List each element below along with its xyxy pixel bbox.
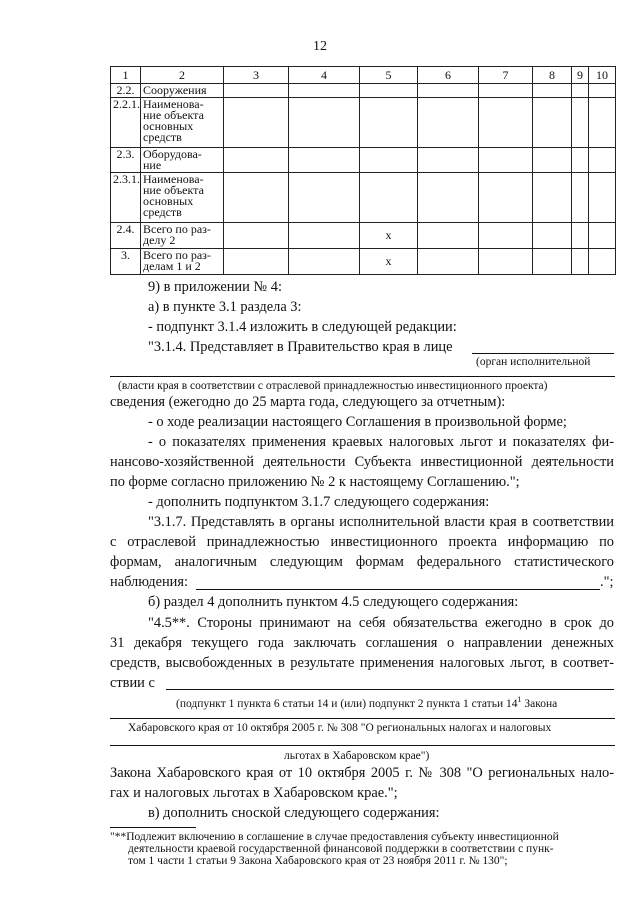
footnote-line: том 1 части 1 статьи 9 Закона Хабаровского края от 23 ноября 2011 г. № 130"; <box>128 855 508 867</box>
blank-line <box>166 689 614 690</box>
table-header-cell: 5 <box>360 67 418 84</box>
row-col5 <box>360 98 418 148</box>
row-name <box>141 84 224 98</box>
row-name-line: Оборудова- <box>143 147 202 161</box>
row-number: 3. <box>111 249 141 275</box>
row-number: 2.4. <box>111 223 141 249</box>
blank-line <box>110 745 615 746</box>
row-name-line: средств <box>143 130 182 144</box>
paragraph: по форме согласно приложению № 2 к настоящему Соглашению."; <box>110 474 520 490</box>
paragraph: "3.1.4. Представляет в Правительство края в лице <box>148 339 453 355</box>
table-row <box>111 173 616 223</box>
table-header-cell: 9 <box>572 67 589 84</box>
row-name-line: средств <box>143 205 182 219</box>
row-number: 2.3. <box>111 148 141 173</box>
paragraph: Закона Хабаровского края от 10 октября 2005 г. № 308 "О региональных нало- <box>110 765 614 781</box>
page-number: 12 <box>313 39 327 54</box>
table-row <box>111 223 616 249</box>
row-name-line: делам 1 и 2 <box>143 259 201 273</box>
paragraph: гах и налоговых льготах в Хабаровском крае."; <box>110 785 398 801</box>
row-name <box>141 173 224 223</box>
field-hint: Хабаровского края от 10 октября 2005 г. № 308 "О региональных налогах и налоговых <box>128 722 552 734</box>
table-header-cell: 7 <box>479 67 533 84</box>
table-header-cell: 4 <box>289 67 360 84</box>
paragraph: формам, аналогичным следующим формам федерального статистического <box>110 554 614 570</box>
paragraph: - подпункт 3.1.4 изложить в следующей редакции: <box>148 319 457 335</box>
paragraph: а) в пункте 3.1 раздела 3: <box>148 299 302 315</box>
paragraph: - о ходе реализации настоящего Соглашения в произвольной форме; <box>148 414 567 430</box>
row-name-line: делу 2 <box>143 233 176 247</box>
row-col5 <box>360 148 418 173</box>
paragraph: в) дополнить сноской следующего содержания: <box>148 805 440 821</box>
row-name-line: ние объекта <box>143 108 204 122</box>
footnote-separator <box>110 827 196 828</box>
field-hint: (подпункт 1 пункта 6 статьи 14 и (или) подпункт 2 пункта 1 статьи $14^1$ Закона <box>176 695 558 710</box>
table-header-cell: 3 <box>224 67 289 84</box>
row-col5 <box>360 173 418 223</box>
blank-line <box>472 353 614 354</box>
blank-line <box>196 589 600 590</box>
paragraph: 9) в приложении № 4: <box>148 279 282 295</box>
footnote-line: деятельности краевой государственной финансовой поддержки в соответствии с пунк- <box>128 843 554 855</box>
row-col5: x <box>360 223 418 249</box>
footnote-line: "**Подлежит включению в соглашение в случае предоставления субъекту инвестиционной <box>110 831 559 843</box>
paragraph: ствии с <box>110 675 155 691</box>
blank-line <box>110 376 615 377</box>
paragraph: "4.5**. Стороны принимают на себя обязательства ежегодно в срок до <box>148 615 614 631</box>
paragraph: 31 декабря текущего года заключать соглашения о направлении денежных <box>110 635 614 651</box>
table-header-cell: 1 <box>111 67 141 84</box>
row-number: 2.2. <box>111 84 141 98</box>
paragraph: нансово-хозяйственной деятельности Субъекта инвестиционной деятельности <box>110 454 614 470</box>
data-table <box>110 66 616 275</box>
row-name-line: Наименова- <box>143 172 204 186</box>
row-number: 2.2.1. <box>111 98 141 148</box>
paragraph: б) раздел 4 дополнить пунктом 4.5 следующего содержания: <box>148 594 519 610</box>
table-row <box>111 84 616 98</box>
row-name <box>141 98 224 148</box>
paragraph: "3.1.7. Представлять в органы исполнительной власти края в соответствии <box>148 514 614 530</box>
row-name-line: Всего по раз- <box>143 222 211 236</box>
table-row <box>111 249 616 275</box>
paragraph: - дополнить подпунктом 3.1.7 следующего содержания: <box>148 494 490 510</box>
paragraph: с отраслевой принадлежностью инвестиционного проекта информацию по <box>110 534 614 550</box>
row-name-line: Наименова- <box>143 97 204 111</box>
row-name-line: Всего по раз- <box>143 248 211 262</box>
table-header-cell: 8 <box>533 67 572 84</box>
row-name <box>141 249 224 275</box>
row-name-line: Сооружения <box>143 83 207 97</box>
paragraph: наблюдения: <box>110 574 188 590</box>
paragraph: средств, высвобожденных в результате применения налоговых льгот, в соответ- <box>110 655 614 671</box>
row-name <box>141 148 224 173</box>
row-col5 <box>360 84 418 98</box>
row-name-line: основных <box>143 119 194 133</box>
table-header-cell: 10 <box>589 67 616 84</box>
paragraph: ."; <box>600 574 614 590</box>
field-hint: льготах в Хабаровском крае") <box>284 750 430 762</box>
table-header-row <box>111 67 616 84</box>
paragraph: - о показателях применения краевых налоговых льгот и показателях фи- <box>148 434 614 450</box>
table-header-cell: 6 <box>418 67 479 84</box>
row-name <box>141 223 224 249</box>
paragraph: сведения (ежегодно до 25 марта года, следующего за отчетным): <box>110 394 506 410</box>
row-name-line: ние <box>143 158 162 172</box>
table-header-cell: 2 <box>141 67 224 84</box>
table-row <box>111 148 616 173</box>
table-row <box>111 98 616 148</box>
row-name-line: ние объекта <box>143 183 204 197</box>
row-col5: x <box>360 249 418 275</box>
field-hint: (орган исполнительной <box>476 356 591 368</box>
row-name-line: основных <box>143 194 194 208</box>
blank-line <box>110 718 615 719</box>
row-number: 2.3.1. <box>111 173 141 223</box>
field-hint: (власти края в соответствии с отраслевой принадлежностью инвестиционного проекта) <box>118 380 548 392</box>
